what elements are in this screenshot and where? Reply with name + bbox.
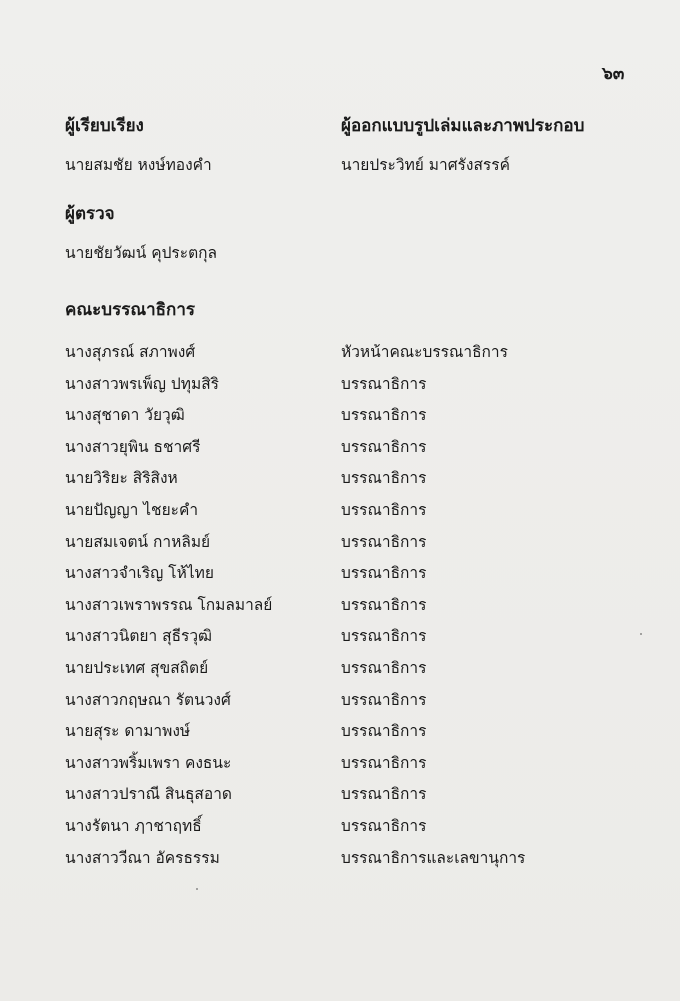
member-role: บรรณาธิการ (341, 690, 427, 709)
member-name: นางสาวนิตยา สุธีรวุฒิ (65, 627, 213, 646)
compiler-heading: ผู้เรียบเรียง (65, 116, 144, 136)
member-row (65, 559, 625, 591)
member-name: นางสาวยุพิน ธชาศรี (65, 437, 201, 456)
member-name: นายปัญญา ไชยะคำ (65, 500, 199, 519)
member-row (65, 780, 625, 812)
member-role: หัวหน้าคณะบรรณาธิการ (341, 343, 508, 361)
member-row (65, 591, 625, 623)
reviewer-heading: ผู้ตรวจ (65, 204, 115, 224)
member-name: นางสาวพรเพ็ญ ปทุมสิริ (65, 374, 219, 393)
reviewer-name: นายชัยวัฒน์ คุประตกุล (65, 244, 218, 262)
paper-speck (196, 888, 198, 890)
member-role: บรรณาธิการ (341, 406, 427, 425)
designer-name: นายประวิทย์ มาศรังสรรค์ (341, 156, 510, 174)
member-role: บรรณาธิการ (341, 816, 427, 835)
member-row (65, 622, 625, 654)
member-role: บรรณาธิการ (341, 469, 427, 488)
member-row (65, 370, 625, 402)
member-name: นายสุระ ดามาพงษ์ (65, 722, 191, 741)
member-role: บรรณาธิการ (341, 753, 427, 772)
member-name: นายประเทศ สุขสถิตย์ (65, 658, 209, 677)
member-row (65, 686, 625, 718)
member-role: บรรณาธิการ (341, 722, 427, 741)
member-row (65, 844, 625, 876)
member-name: นางสาวพริ้มเพรา คงธนะ (65, 753, 232, 772)
member-row (65, 528, 625, 560)
member-name: นางสาวเพราพรรณ โกมลมาลย์ (65, 595, 273, 614)
member-role: บรรณาธิการ (341, 785, 427, 804)
editorial-board-list (65, 338, 625, 875)
member-role: บรรณาธิการ (341, 374, 427, 393)
member-row (65, 749, 625, 781)
member-role: บรรณาธิการ (341, 500, 427, 519)
member-role: บรรณาธิการ (341, 564, 427, 583)
member-name: นางสาวปราณี สินธุสอาด (65, 785, 232, 804)
paper-speck (640, 633, 642, 635)
member-name: นายวิริยะ สิริสิงห (65, 469, 178, 488)
member-name: นางสุภรณ์ สภาพงศ์ (65, 343, 196, 361)
member-row (65, 338, 625, 370)
member-name: นายสมเจตน์ กาหลิมย์ (65, 532, 211, 551)
designer-heading: ผู้ออกแบบรูปเล่มและภาพประกอบ (341, 116, 585, 136)
member-row (65, 433, 625, 465)
page-number: ๖๓ (602, 64, 625, 84)
member-name: นางสาวจำเริญ โห้ไทย (65, 564, 214, 583)
member-role: บรรณาธิการ (341, 595, 427, 614)
compiler-name: นายสมชัย หงษ์ทองคำ (65, 156, 212, 174)
member-row (65, 812, 625, 844)
member-role: บรรณาธิการ (341, 532, 427, 551)
member-role: บรรณาธิการ (341, 437, 427, 456)
member-name: นางสาววีณา อัครธรรม (65, 848, 220, 867)
member-role: บรรณาธิการ (341, 658, 427, 677)
member-name: นางสาวกฤษณา รัตนวงศ์ (65, 690, 231, 709)
member-row (65, 717, 625, 749)
member-name: นางสุชาดา วัยวุฒิ (65, 406, 185, 425)
member-role: บรรณาธิการและเลขานุการ (341, 848, 526, 867)
member-row (65, 401, 625, 433)
member-row (65, 654, 625, 686)
editorial-board-heading: คณะบรรณาธิการ (65, 300, 195, 320)
member-role: บรรณาธิการ (341, 627, 427, 646)
member-name: นางรัตนา ฦาชาฤทธิ์ (65, 816, 202, 835)
member-row (65, 464, 625, 496)
member-row (65, 496, 625, 528)
